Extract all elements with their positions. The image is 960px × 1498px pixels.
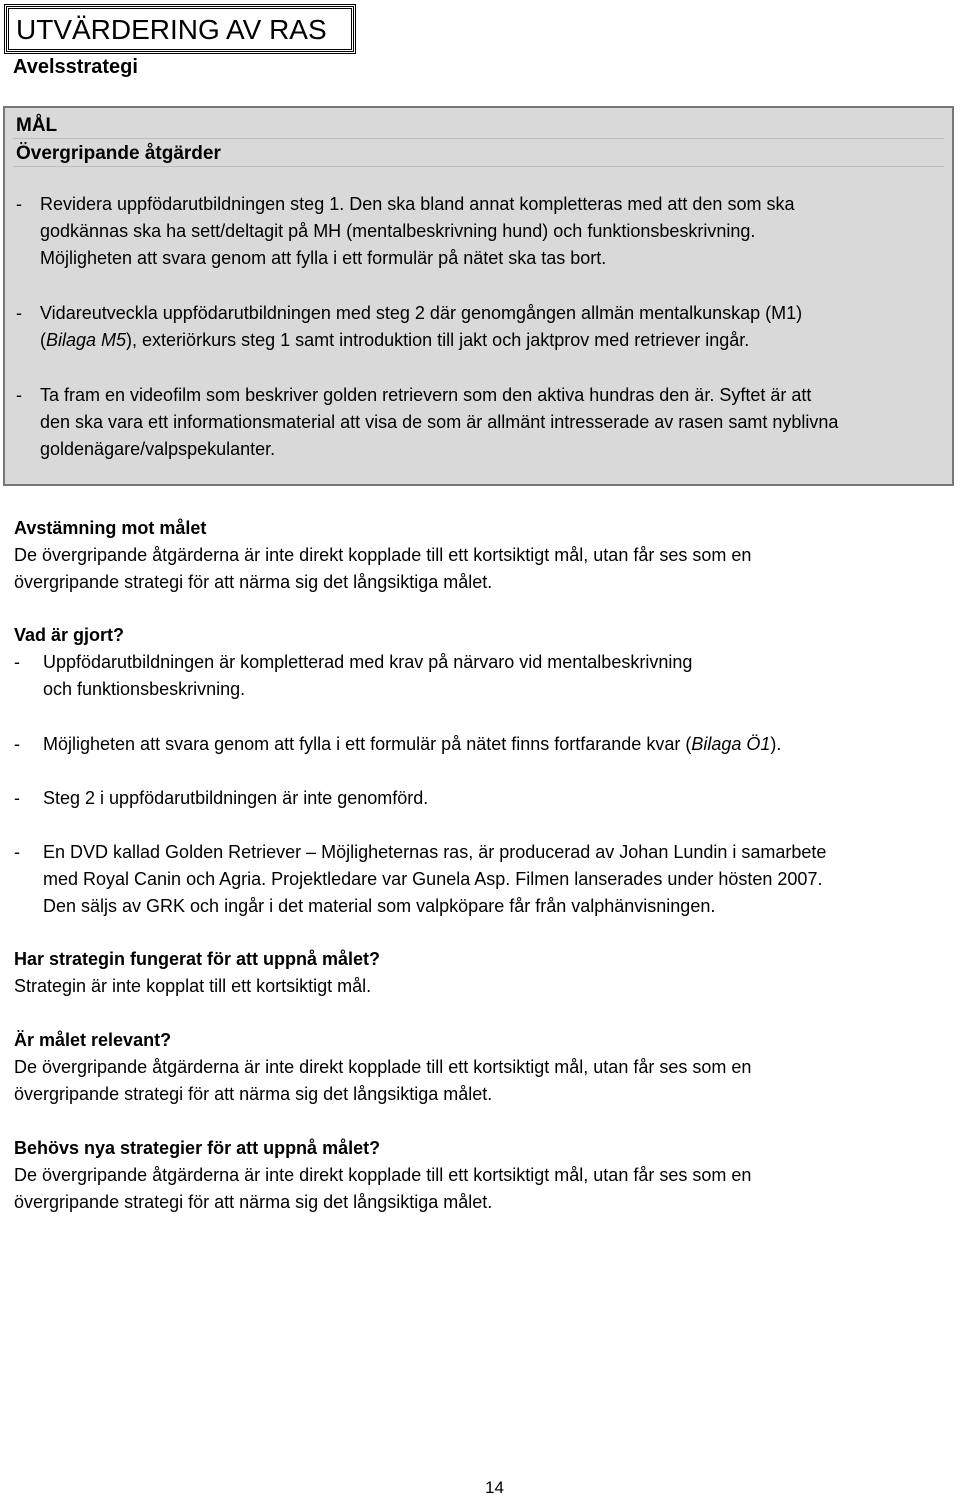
goal-item-3-line-1: Ta fram en videofilm som beskriver golden retrievern som den aktiva hundras den är. Syftet är att: [40, 385, 812, 405]
goal-item-2-line-1: Vidareutveckla uppfödarutbildningen med steg 2 där genomgången allmän mentalkunskap (M1): [40, 303, 803, 323]
relevant-line-1: De övergripande åtgärderna är inte direkt kopplade till ett kortsiktigt mål, utan får ses som en: [14, 1057, 752, 1077]
divider: [13, 138, 944, 139]
goal-box: [3, 106, 954, 486]
nya-heading: Behövs nya strategier för att uppnå målet?: [14, 1138, 381, 1158]
goal-item-3-line-2: den ska vara ett informationsmaterial att visa de som är allmänt intresserade av rasen samt nyblivna: [40, 412, 839, 432]
relevant-heading: Är målet relevant?: [14, 1030, 172, 1050]
gjort-item-3-line-1: Steg 2 i uppfödarutbildningen är inte genomförd.: [43, 788, 429, 808]
divider: [13, 166, 944, 167]
gjort-item-4-line-3: Den säljs av GRK och ingår i det material som valpköpare får från valphänvisningen.: [43, 896, 716, 916]
gjort-item-4-line-2: med Royal Canin och Agria. Projektledare var Gunela Asp. Filmen lanserades under hösten 2007.: [43, 869, 823, 889]
avstamning-line-2: övergripande strategi för att närma sig det långsiktiga målet.: [14, 572, 493, 592]
goal-item-1-dash: -: [16, 194, 22, 214]
goal-item-1-line-2: godkännas ska ha sett/deltagit på MH (mentalbeskrivning hund) och funktionsbeskrivning.: [40, 221, 756, 241]
gjort-item-2-dash: -: [14, 734, 20, 754]
nya-line-2: övergripande strategi för att närma sig det långsiktiga målet.: [14, 1192, 493, 1212]
goal-item-1-line-3: Möjligheten att svara genom att fylla i ett formulär på nätet ska tas bort.: [40, 248, 607, 268]
page-number: 14: [485, 1478, 504, 1497]
goal-heading: MÅL: [16, 115, 58, 136]
gjort-item-4-line-1: En DVD kallad Golden Retriever – Möjligheternas ras, är producerad av Johan Lundin i samarbete: [43, 842, 827, 862]
goal-item-2-dash: -: [16, 303, 22, 323]
gjort-item-1-line-1: Uppfödarutbildningen är kompletterad med krav på närvaro vid mentalbeskrivning: [43, 652, 693, 672]
goal-subheading: Övergripande åtgärder: [16, 143, 221, 164]
gjort-item-2-line-1: Möjligheten att svara genom att fylla i ett formulär på nätet finns fortfarande kvar (Bilaga Ö1).: [43, 734, 782, 754]
goal-item-3-line-3: goldenägare/valpspekulanter.: [40, 439, 276, 459]
avstamning-line-1: De övergripande åtgärderna är inte direkt kopplade till ett kortsiktigt mål, utan får ses som en: [14, 545, 752, 565]
fungerat-line-1: Strategin är inte kopplat till ett kortsiktigt mål.: [14, 976, 372, 996]
title-box: [4, 4, 356, 54]
gjort-item-1-dash: -: [14, 652, 20, 672]
avstamning-heading: Avstämning mot målet: [14, 518, 207, 538]
gjort-item-4-dash: -: [14, 842, 20, 862]
goal-item-3-dash: -: [16, 385, 22, 405]
nya-line-1: De övergripande åtgärderna är inte direkt kopplade till ett kortsiktigt mål, utan får ses som en: [14, 1165, 752, 1185]
relevant-line-2: övergripande strategi för att närma sig det långsiktiga målet.: [14, 1084, 493, 1104]
goal-item-2-line-2: (Bilaga M5), exteriörkurs steg 1 samt introduktion till jakt och jaktprov med retriever ingår.: [40, 330, 750, 350]
gjort-heading: Vad är gjort?: [14, 625, 125, 645]
goal-item-1-line-1: Revidera uppfödarutbildningen steg 1. Den ska bland annat kompletteras med att den som ska: [40, 194, 795, 214]
document-title: UTVÄRDERING AV RAS: [16, 14, 327, 45]
gjort-item-1-line-2: och funktionsbeskrivning.: [43, 679, 246, 699]
gjort-item-3-dash: -: [14, 788, 20, 808]
document-subtitle: Avelsstrategi: [13, 56, 138, 78]
fungerat-heading: Har strategin fungerat för att uppnå målet?: [14, 949, 381, 969]
